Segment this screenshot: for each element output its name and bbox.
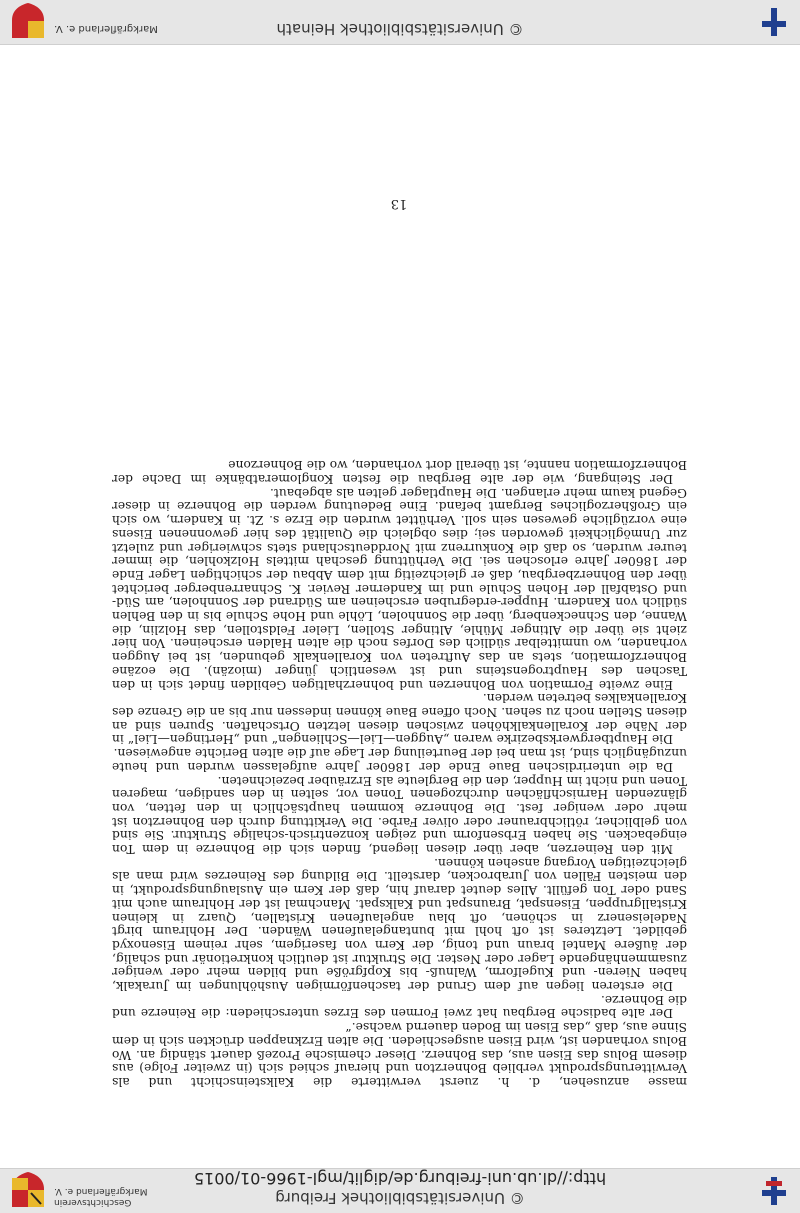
paragraph: Eine zweite Formation von Bohnerzen und bohnerzhaltigen Gebilden findet sich in den Taschen des Hauptrogensteins und ist wesentlich jünger (miozän). Die eozäne Bohnerzformation, stets an das Auftreten von Korallenkalk gebunden, ist bei Auggen vorhanden, wo unmittelbar südlich des Dorfes noch die alten Halden erscheinen. Von hier zieht sie über die Altinger Mühle, Altinger Stollen, Lieler Feldstollen, das Holzlin, die Wanne, den Schneckenberg, über die Sonnholen, Löhle und Hohe Schule bis in den Behlen südlich von Kandern. Hupper-erdegruben erscheinen am Südrand der Sonnholen, am Süd- und Ostabfall der Hohen Schule und im Kanderner Revier. K. Schnarrenberger berichtet über den Bohnerzbergbau, daß er gleichzeitig mit dem Abbau der schichtigen Lager Ende der 1860er Jahre erloschen sei. Die Verhüttung geschah mittels Holzkohlen, die immer teurer wurden, so daß die Konkurrenz mit Norddeutschland stets schwieriger und zuletzt zur Unmöglichkeit geworden sei; dies obgleich die Qualität des hier gewonnenen Eisens eine vorzügliche gewesen sein soll. Verhüttet wurden die Erze s. Zt. in Kandern, wo sich ein Großherzogliches Bergamt befand. Eine Bedeutung werden die Bohnerze in dieser Gegend kaum mehr erlangen. Die Hauptlager gelten als abgebaut.: [112, 485, 687, 692]
header-credit: © Universitätsbibliothek Freiburg: [275, 1189, 525, 1207]
footer-credit: © Universitätsbibliothek Heinath: [276, 20, 524, 38]
body-text: [112, 458, 687, 1088]
page-number: 13: [390, 196, 408, 211]
paragraph: Die ersteren liegen auf dem Grund der taschenförmigen Aushöhlungen im Jurakalk, haben Nieren- und Kugelform, Walnuß- bis Kopfgröße und bilden mehr oder weniger zusammenhängende Lager oder Nester. Die Struktur ist deutlich konkretionär und schalig, der äußere Mantel braun und tonig, der Kern von faserigem, sehr reinem Eisenoxyd gebildet. Letzteres ist oft hohl mit buntangelaufenen Wänden. Der Hohlraum birgt Nadeleisenerz in schönen, oft blau angelaufenen Kristallen, Quarz in kleinen Kristallgruppen, Eisenspat, Braunspat und Kalkspat. Manchmal ist der Hohlraum auch mit Sand oder Ton gefüllt. Alles deutet darauf hin, daß der Kern ein Auslaugungsprodukt, in den meisten Fällen von Jurabrocken, darstellt. Die Bildung des Reinerzes wird man als gleichzeitigen Vorgang ansehen können.: [112, 855, 687, 994]
paragraph: Da die unterirdischen Baue Ende der 1860er Jahre aufgelassen wurden und heute unzugänglich sind, ist man bei der Beurteilung der Lage auf die alten Berichte angewiesen.: [112, 746, 687, 774]
paragraph: Der alte badische Bergbau hat zwei Formen des Erzes unterschieden: die Reinerze und die Bohnerze.: [112, 992, 687, 1021]
document-url[interactable]: http://dl.ub.uni-freiburg.de/diglit/mgl-1966-01/0015: [193, 1169, 607, 1188]
paragraph: Mit den Reinerzen, aber über diesen liegend, finden sich die Bohnerze in dem Ton eingebacken. Sie haben Erbsenform und zeigen konzentrisch-schalige Struktur. Sie sind von gelblicher, rötlichbrauner oder oliver Farbe. Die Verkittung durch den Bohnerzton ist mehr oder weniger fest. Die Bohnerze kommen hauptsächlich in den fetten, von glänzenden Harnischflächen durchzogenen Tonen vor, selten in den sandigen, mageren Tonen und nicht im Hupper, den die Bergleute als Erzräuber bezeichneten.: [112, 773, 687, 857]
society-coat-of-arms-icon: [6, 2, 50, 42]
paragraph: Die Hauptbergwerksbezirke waren „Auggen—Liel—Schliengen“ und „Hertingen—Liel“ in der Nähe der Korallenkalkhöhen zwischen diesen letzten Ortschaften. Spuren sind an diesen Stellen noch zu sehen. Noch offene Baue können indessen nur bis an die Grenze des Korallenkalkes betreten werden.: [112, 691, 687, 747]
society-label: Geschichtsverein Markgräflerland e. V.: [54, 1186, 148, 1207]
footer-society-label: Markgräflerland e. V.: [54, 23, 158, 34]
society-coat-of-arms-icon: [6, 1171, 50, 1211]
footer-bar: [0, 0, 800, 45]
paragraph: Der Steingang, wie der alte Bergbau die festen Konglomeratbänke im Dache der Bohnerzformation nannte, ist überall dort vorhanden, wo die Bohnerzone: [112, 458, 687, 487]
header-bar: [0, 1168, 800, 1213]
paragraph: masse anzusehen, d. h. zuerst verwitterte die Kalksteinschicht und als Verwitterungsprodukt verblieb Bohnerzton und hierauf schied sich (in zweiter Folge) aus diesem Bolus das Eisen aus, das Bohnerz. Dieser chemische Prozeß dauert ständig an. Wo Bolus vorhanden ist, wird Eisen ausgeschieden. Die alten Erzknappen drückten sich in dem Sinne aus, daß „das Eisen im Boden dauernd wachse.“: [112, 1020, 687, 1089]
